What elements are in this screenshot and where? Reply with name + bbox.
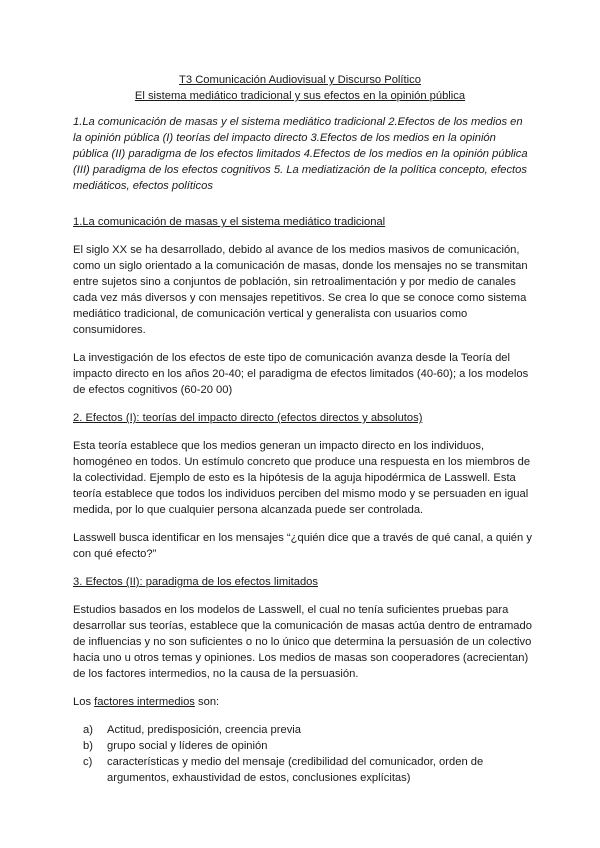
document-body [73, 214, 533, 786]
list-marker: b) [83, 740, 93, 752]
title-line-1: T3 Comunicación Audiovisual y Discurso Político [179, 74, 421, 86]
section-1-paragraph-1: El siglo XX se ha desarrollado, debido al avance de los medios masivos de comunicación, como un siglo orientado a la comunicación de masas, donde los mensajes no se transmitan entre sujetos sino a conjuntos de población, sin retroalimentación y por medio de canales cada vez más diversos y con mensajes repetitivos. Se crea lo que se conoce como sistema mediático tradicional, de comunicación vertical y generalista con usuarios como consumidores. [73, 244, 528, 336]
section-2-paragraph-2: Lasswell busca identificar en los mensajes “¿quién dice que a través de qué canal, a quién y con qué efecto?” [73, 532, 532, 560]
factors-prefix: Los [73, 696, 95, 708]
factors-term: factores intermedios [94, 696, 195, 708]
factors-suffix: son: [194, 696, 220, 708]
table-of-contents: 1.La comunicación de masas y el sistema mediático tradicional 2.Efectos de los medios en la opinión pública (I) teorías del impacto directo 3.Efectos de los medios en la opinión pública (II) paradigma de los efectos limitados 4.Efectos de los medios en la opinión pública (III) paradigma de los efectos cognitivos 5. La mediatización de la política concepto, efectos mediáticos, efectos políticos [73, 116, 528, 192]
list-marker: c) [83, 756, 93, 768]
section-3-heading: 3. Efectos (II): paradigma de los efectos limitados [73, 576, 318, 588]
list-item-text: grupo social y líderes de opinión [107, 740, 268, 752]
list-item [73, 754, 533, 786]
section-1-heading: 1.La comunicación de masas y el sistema mediático tradicional [73, 216, 386, 228]
list-marker: a) [83, 724, 93, 736]
list-item-text: Actitud, predisposición, creencia previa [107, 724, 302, 736]
factors-intro [73, 694, 533, 710]
list-item [73, 738, 533, 754]
factors-list [73, 722, 533, 786]
list-item [73, 722, 533, 738]
section-1-paragraph-2: La investigación de los efectos de este tipo de comunicación avanza desde la Teoría del impacto directo en los años 20-40; el paradigma de efectos limitados (40-60); a los modelos de efectos cognitivos (60-20 00) [73, 352, 529, 396]
list-item-text: características y medio del mensaje (credibilidad del comunicador, orden de argumentos, exhaustividad de estos, conclusiones explícitas) [107, 756, 484, 784]
section-2-paragraph-1: Esta teoría establece que los medios generan un impacto directo en los individuos, homogéneo en todos. Un estímulo concreto que produce una respuesta en los miembros de la colectividad. Ejemplo de esto es la hipótesis de la aguja hipodérmica de Lasswell. Esta teoría establece que todos los individuos perciben del mismo modo y se persuaden en igual medida, por lo que cualquier persona alcanzada puede ser controlada. [73, 440, 531, 516]
section-2-heading: 2. Efectos (I): teorías del impacto directo (efectos directos y absolutos) [73, 412, 423, 424]
document-title [0, 72, 600, 104]
title-line-2: El sistema mediático tradicional y sus efectos en la opinión pública [134, 90, 466, 102]
section-3-paragraph-1: Estudios basados en los modelos de Lasswell, el cual no tenía suficientes pruebas para desarrollar sus teorías, establece que la comunicación de masas actúa dentro de entramado de influencias y no son suficientes o no lo único que determina la persuasión de un colectivo hacia uno u otros temas y opiniones. Los medios de masas son cooperadores (acrecientan) de los factores intermedios, no la causa de la persuasión. [73, 604, 532, 680]
